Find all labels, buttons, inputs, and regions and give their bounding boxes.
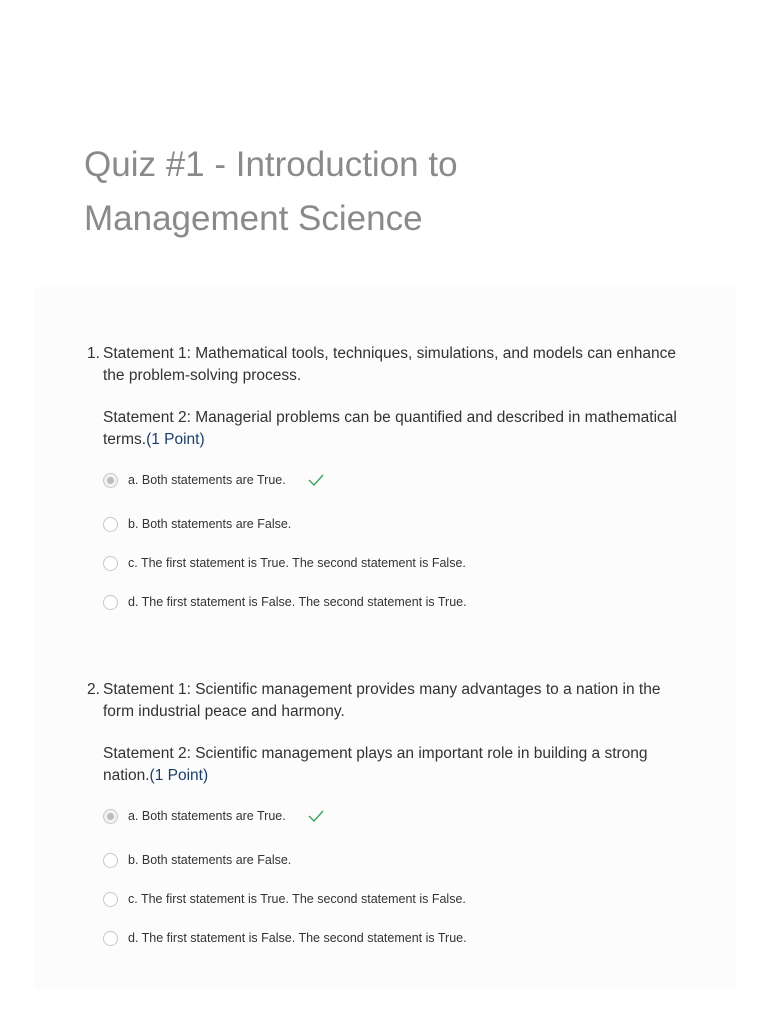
statement-1: Statement 1: Mathematical tools, techniques, simulations, and models can enhance the problem-solving process.: [103, 345, 676, 384]
statement-2-text: Statement 2: Scientific management plays an important role in building a strong nation.: [103, 745, 648, 784]
checkmark-icon: [308, 810, 324, 822]
option-label: c. The first statement is True. The second statement is False.: [128, 556, 466, 570]
statement-2: [103, 743, 687, 787]
question-body: [103, 343, 687, 471]
option-label: a. Both statements are True.: [128, 809, 286, 823]
option-label: b. Both statements are False.: [128, 517, 292, 531]
question-number: 1.: [87, 345, 100, 362]
points-label: (1 Point): [146, 431, 205, 448]
quiz-card: [36, 288, 735, 988]
option-c[interactable]: [103, 553, 466, 573]
radio-button[interactable]: [103, 595, 118, 610]
radio-button[interactable]: [103, 809, 118, 824]
option-label: d. The first statement is False. The second statement is True.: [128, 595, 467, 609]
radio-button[interactable]: [103, 473, 118, 488]
checkmark-icon: [308, 474, 324, 486]
quiz-title: Quiz #1 - Introduction to Management Science: [84, 145, 458, 238]
radio-button[interactable]: [103, 892, 118, 907]
option-d[interactable]: [103, 928, 467, 948]
radio-button[interactable]: [103, 556, 118, 571]
statement-2-text: Statement 2: Managerial problems can be quantified and described in mathematical terms.: [103, 409, 677, 448]
question-body: [103, 679, 687, 807]
statement-2: [103, 407, 687, 451]
radio-button[interactable]: [103, 517, 118, 532]
option-label: d. The first statement is False. The second statement is True.: [128, 931, 467, 945]
points-label: (1 Point): [149, 767, 209, 784]
option-b[interactable]: [103, 514, 291, 534]
option-a[interactable]: [103, 806, 324, 826]
option-c[interactable]: [103, 889, 466, 909]
question-number: 2.: [87, 681, 100, 698]
option-label: b. Both statements are False.: [128, 853, 292, 867]
option-b[interactable]: [103, 850, 291, 870]
radio-button[interactable]: [103, 853, 118, 868]
option-label: a. Both statements are True.: [128, 473, 286, 487]
statement-1: Statement 1: Scientific management provides many advantages to a nation in the form industrial peace and harmony.: [103, 681, 661, 720]
radio-button[interactable]: [103, 931, 118, 946]
option-d[interactable]: [103, 592, 467, 612]
option-a[interactable]: [103, 470, 324, 490]
option-label: c. The first statement is True. The second statement is False.: [128, 892, 466, 906]
